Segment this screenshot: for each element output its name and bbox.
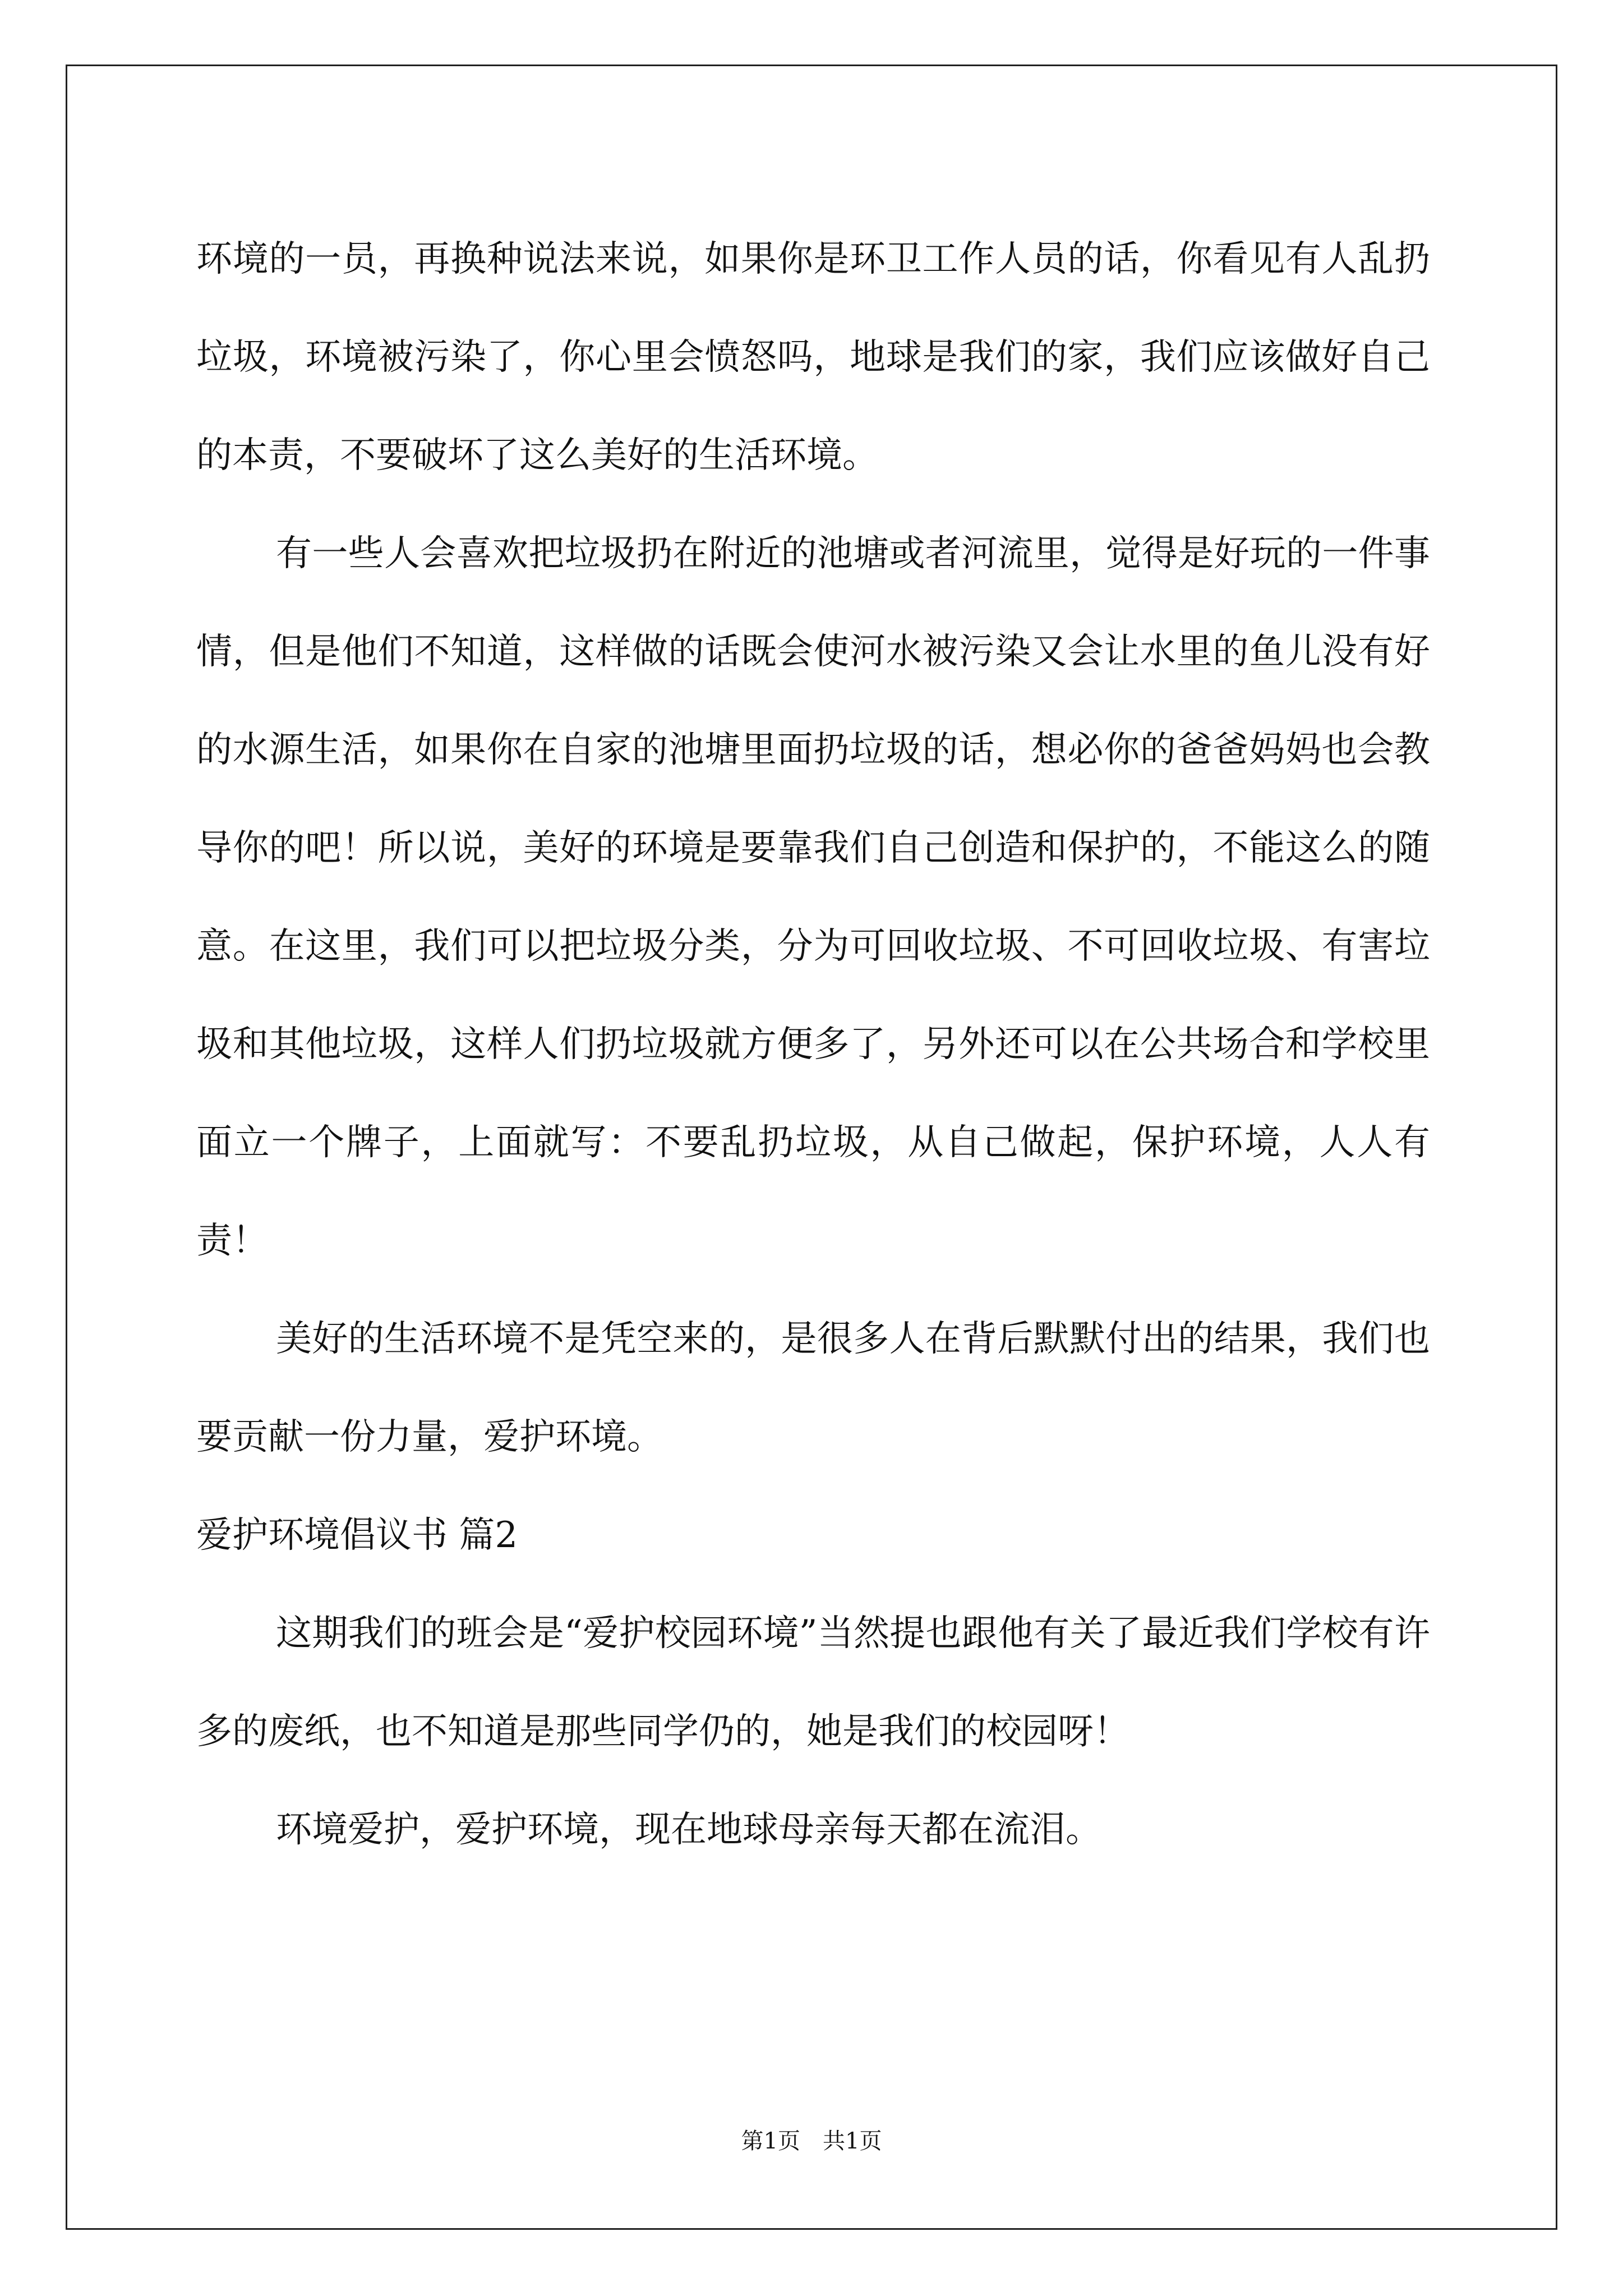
paragraph: 美好的生活环境不是凭空来的，是很多人在背后默默付出的结果，我们也要贡献一份力量，爱护环境。 bbox=[196, 1318, 1430, 1458]
document-body bbox=[196, 210, 1430, 1879]
section-heading: 爱护环境倡议书 篇2 bbox=[196, 1515, 518, 1556]
paragraph: 这期我们的班会是“爱护校园环境”当然提也跟他有关了最近我们学校有许多的废纸，也不知道是那些同学仍的，她是我们的校园呀！ bbox=[196, 1613, 1430, 1752]
paragraph-continued: 环境的一员，再换种说法来说，如果你是环卫工作人员的话，你看见有人乱扔垃圾，环境被污染了，你心里会愤怒吗，地球是我们的家，我们应该做好自己的本责，不要破坏了这么美好的生活环境。 bbox=[196, 238, 1430, 476]
paragraph: 环境爱护，爱护环境，现在地球母亲每天都在流泪。 bbox=[276, 1809, 1101, 1851]
paragraph: 有一些人会喜欢把垃圾扔在附近的池塘或者河流里，觉得是好玩的一件事情，但是他们不知道，这样做的话既会使河水被污染又会让水里的鱼儿没有好的水源生活，如果你在自家的池塘里面扔垃圾的话，想必你的爸爸妈妈也会教导你的吧！所以说，美好的环境是要靠我们自己创造和保护的，不能这么的随意。在这里，我们可以把垃圾分类，分为可回收垃圾、不可回收垃圾、有害垃圾和其他垃圾，这样人们扔垃圾就方便多了，另外还可以在公共场合和学校里面立一个牌子，上面就写：不要乱扔垃圾，从自己做起，保护环境，人人有责！ bbox=[196, 533, 1430, 1262]
page-footer: 第1页 共1页 bbox=[741, 2128, 882, 2154]
